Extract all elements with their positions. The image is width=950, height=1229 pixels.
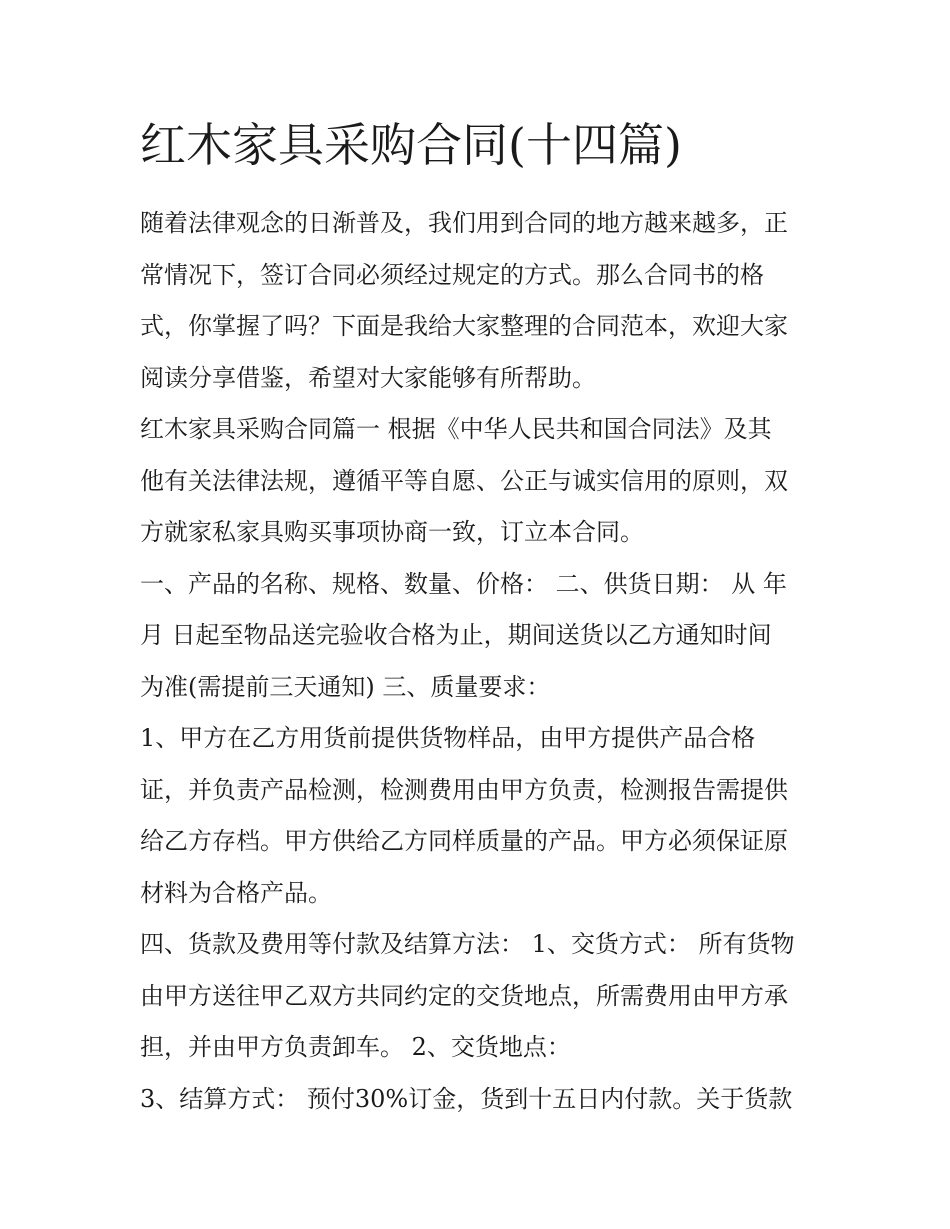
text-line: 四、货款及费用等付款及结算方法： 1、交货方式： 所有货物 [140,930,795,958]
text-line: 阅读分享借鉴，希望对大家能够有所帮助。 [140,363,596,392]
text-line: 担，并由甲方负责卸车。 2、交货地点： [140,1033,571,1061]
text-line: 证，并负责产品检测，检测费用由甲方负责，检测报告需提供 [140,775,788,804]
text-line: 由甲方送往甲乙双方共同约定的交货地点，所需费用由甲方承 [140,981,788,1010]
text-line: 常情况下，签订合同必须经过规定的方式。那么合同书的格 [140,260,764,289]
text-line: 式，你掌握了吗？下面是我给大家整理的合同范本，欢迎大家 [140,312,788,340]
text-line: 为准(需提前三天通知) 三、质量要求： [140,672,551,701]
text-line: 方就家私家具购买事项协商一致，订立本合同。 [140,518,644,546]
text-line: 随着法律观念的日渐普及，我们用到合同的地方越来越多，正 [140,209,788,237]
text-line: 1、甲方在乙方用货前提供货物样品，由甲方提供产品合格 [140,724,756,752]
text-line: 红木家具采购合同篇一 根据《中华人民共和国合同法》及其 [140,415,772,443]
document-body [140,198,820,1125]
text-line: 给乙方存档。甲方供给乙方同样质量的产品。甲方必须保证原 [140,827,788,855]
document-title: 红木家具采购合同(十四篇) [140,118,682,172]
text-line: 3、结算方式： 预付30%订金，货到十五日内付款。关于货款 [140,1084,793,1113]
text-line: 他有关法律法规，遵循平等自愿、公正与诚实信用的原则，双 [140,466,788,495]
text-line: 材料为合格产品。 [140,878,332,907]
text-line: 一、产品的名称、规格、数量、价格： 二、供货日期： 从 年 [140,569,787,598]
text-line: 月 日起至物品送完验收合格为止，期间送货以乙方通知时间 [140,621,772,649]
